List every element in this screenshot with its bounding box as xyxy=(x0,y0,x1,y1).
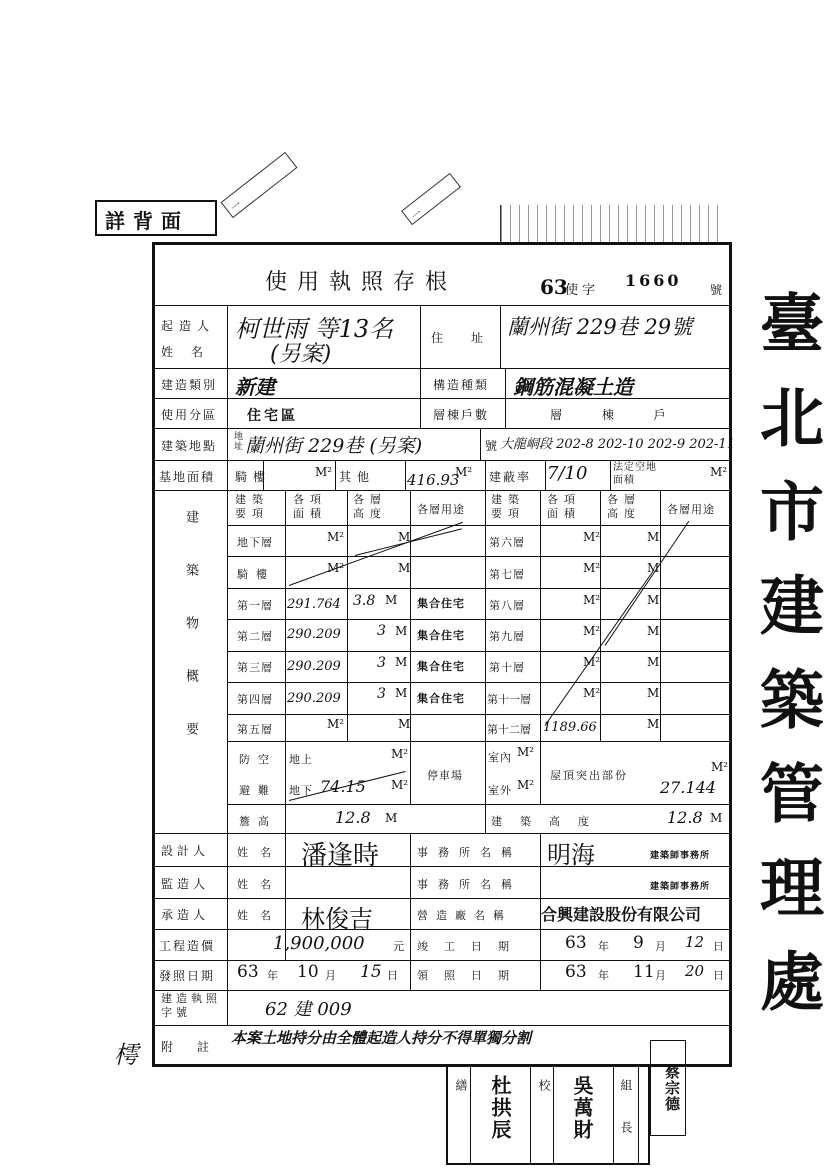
left-floor-area: 290.209 xyxy=(287,691,341,706)
below-value: 74.15 xyxy=(320,777,366,796)
left-floor-height-unit: M xyxy=(395,686,408,700)
sign-label-3: 組長 xyxy=(619,1079,633,1163)
left-floor-height-unit: M xyxy=(398,530,411,544)
right-floor-name: 第七層 xyxy=(489,568,525,581)
supervisor-stamp: 建築師事務所 xyxy=(650,882,711,892)
owner-label-1: 起造人 xyxy=(161,319,216,333)
parking-label: 停車場 xyxy=(427,769,463,782)
right-floor-height-unit: M xyxy=(647,561,660,575)
right-floor-name: 第八層 xyxy=(489,599,525,612)
sign-label-1: 繕 xyxy=(454,1079,468,1092)
form-number-suffix: 號 xyxy=(710,283,723,297)
left-floor-height: 3 xyxy=(377,686,386,702)
sign-seal-2: 吳萬財 xyxy=(570,1075,594,1141)
contractor-firm: 合興建設股份有限公司 xyxy=(541,905,702,924)
left-floor-height: 3 xyxy=(377,655,386,671)
outdoor-unit: M² xyxy=(517,778,535,792)
left-floor-area: 290.209 xyxy=(287,627,341,642)
left-floor-area-unit: M² xyxy=(327,561,345,575)
signature-block xyxy=(446,1067,650,1165)
left-floor-area-unit: M² xyxy=(327,717,345,731)
left-floor-name: 第四層 xyxy=(237,693,273,706)
left-margin-mark: 樗 xyxy=(114,1041,138,1069)
right-floor-height-unit: M xyxy=(647,686,660,700)
left-floor-area-unit: M² xyxy=(327,530,345,544)
back-side-stamp xyxy=(95,200,217,236)
roof-unit: M² xyxy=(711,760,729,774)
complete-year-unit: 年 xyxy=(598,940,610,953)
site-prefix: 地址 xyxy=(232,431,242,451)
contractor-name-label: 姓名 xyxy=(237,909,283,922)
eave-value: 12.8 xyxy=(335,808,371,827)
eave-label: 簷高 xyxy=(239,815,277,828)
eave-unit: M xyxy=(385,811,398,825)
right-floor-height-unit: M xyxy=(647,593,660,607)
right-floor-area-unit: M² xyxy=(583,530,601,544)
complete-day: 12 xyxy=(685,933,705,951)
col-height-left: 各層高度 xyxy=(353,493,387,520)
building-side-label: 建築物概要 xyxy=(183,510,198,775)
right-floor-height-unit: M xyxy=(647,717,660,731)
designer-office-label: 事務所名稱 xyxy=(417,846,522,859)
permit-form xyxy=(152,242,735,1067)
other-label: 其他 xyxy=(339,470,376,484)
right-floor-height-unit: M xyxy=(647,655,660,669)
cost-unit: 元 xyxy=(393,940,405,953)
indoor-label: 室內 xyxy=(488,751,512,764)
openspace-unit: M² xyxy=(710,465,728,479)
receive-year: 63 xyxy=(565,962,587,982)
left-floor-height: 3.8 xyxy=(353,593,376,609)
designer-name: 潘逢時 xyxy=(301,841,380,871)
left-floor-height: 3 xyxy=(377,623,386,639)
right-floor-height-unit: M xyxy=(647,624,660,638)
below-unit: M² xyxy=(391,778,409,792)
issue-month-unit: 月 xyxy=(325,969,337,982)
form-title: 使用執照存根 xyxy=(265,270,458,295)
floors-label: 層棟戶數 xyxy=(433,408,490,422)
contractor-label: 承造人 xyxy=(161,908,210,922)
category-label: 建造類別 xyxy=(161,378,218,392)
left-floor-area: 290.209 xyxy=(287,659,341,674)
zone-value: 住宅區 xyxy=(247,408,298,424)
designer-office: 明海 xyxy=(547,841,595,869)
left-floor-height-unit: M xyxy=(398,561,411,575)
issue-month: 10 xyxy=(297,962,319,982)
sign-label-2: 校 xyxy=(537,1079,551,1092)
col-area-right: 各項面積 xyxy=(547,493,581,520)
sign-seal-3: 蔡宗德 xyxy=(650,1040,686,1136)
col-item-right: 建築要項 xyxy=(491,493,525,520)
right-floor-area-unit: M² xyxy=(583,624,601,638)
right-floor-name: 第十二層 xyxy=(487,723,531,736)
openspace-label: 法定空地面積 xyxy=(613,462,657,486)
receive-month: 11 xyxy=(633,962,655,982)
complete-month-unit: 月 xyxy=(655,940,667,953)
address-label: 住址 xyxy=(431,331,512,345)
cost-value: 1,900,000 xyxy=(273,933,365,954)
supervisor-label: 監造人 xyxy=(161,877,210,891)
diagonal-stamp-1 xyxy=(221,152,298,218)
other-unit: M² xyxy=(455,465,473,479)
left-floor-area: 291.764 xyxy=(287,597,341,612)
left-floor-name: 第二層 xyxy=(237,630,273,643)
left-floor-name: 地下層 xyxy=(237,536,273,549)
designer-name-label: 姓名 xyxy=(237,846,283,859)
left-floor-height-unit: M xyxy=(395,624,408,638)
below-label: 地下 xyxy=(289,784,313,797)
roof-value: 27.144 xyxy=(660,778,716,797)
above-label: 地上 xyxy=(289,753,313,766)
outdoor-label: 室外 xyxy=(488,784,512,797)
diagonal-stamp-1-text: 一 xyxy=(229,199,245,215)
owner-value: 柯世雨 等13名 xyxy=(235,315,394,343)
top-right-seal xyxy=(500,205,726,243)
above-unit: M² xyxy=(391,747,409,761)
receive-label: 領照日期 xyxy=(417,969,525,982)
left-floor-height-unit: M xyxy=(395,655,408,669)
issue-year: 63 xyxy=(237,962,259,982)
owner-label-2: 姓名 xyxy=(161,345,222,359)
complete-month: 9 xyxy=(633,933,644,953)
form-number: 1660 xyxy=(625,271,682,290)
left-floor-height-unit: M xyxy=(385,593,398,607)
shelter-label-2: 避難 xyxy=(239,784,277,797)
shelter-label-1: 防空 xyxy=(239,753,277,766)
right-floor-name: 第九層 xyxy=(489,630,525,643)
right-floor-height-unit: M xyxy=(647,530,660,544)
left-floor-use: 集合住宅 xyxy=(417,692,465,705)
col-height-right: 各層高度 xyxy=(607,493,641,520)
complete-label: 竣工日期 xyxy=(417,940,525,953)
diagonal-stamp-2-text: 一 xyxy=(409,208,425,223)
complete-year: 63 xyxy=(565,933,587,953)
col-item-left: 建築要項 xyxy=(235,493,269,520)
left-floor-use: 集合住宅 xyxy=(417,629,465,642)
back-side-stamp-text: 詳背面 xyxy=(105,209,189,233)
right-floor-area: 1189.66 xyxy=(543,720,597,735)
contractor-firm-label: 營造廠名稱 xyxy=(417,909,512,922)
permit-label: 建造執照字號 xyxy=(161,992,221,1019)
roof-label: 屋頂突出部份 xyxy=(550,769,628,782)
site-lot: 大龍峒段 202-8 202-10 202-9 202-11 xyxy=(500,437,735,452)
right-floor-name: 第十層 xyxy=(489,661,525,674)
left-floor-use: 集合住宅 xyxy=(417,597,465,610)
issue-label: 發照日期 xyxy=(159,969,216,983)
col-use-left: 各層用途 xyxy=(417,503,465,516)
receive-day: 20 xyxy=(685,962,705,980)
bldg-height-unit: M xyxy=(710,811,723,825)
issue-day-unit: 日 xyxy=(387,969,399,982)
arcade-label: 騎樓 xyxy=(235,470,272,484)
left-floor-use: 集合住宅 xyxy=(417,660,465,673)
area-label: 基地面積 xyxy=(159,470,216,484)
receive-year-unit: 年 xyxy=(598,969,610,982)
structure-label: 構造種類 xyxy=(433,378,490,392)
right-floor-area-unit: M² xyxy=(583,561,601,575)
indoor-unit: M² xyxy=(517,745,535,759)
designer-stamp: 建築師事務所 xyxy=(650,851,711,861)
supervisor-name-label: 姓名 xyxy=(237,878,283,891)
sign-seal-1: 杜拱辰 xyxy=(488,1075,512,1141)
address-value: 蘭州街 229巷 29號 xyxy=(507,315,693,339)
floors-value: 層 棟 戶 xyxy=(550,408,684,422)
receive-month-unit: 月 xyxy=(655,969,667,982)
cost-label: 工程造價 xyxy=(159,939,216,953)
bldg-height-label: 建築高度 xyxy=(491,815,607,828)
site-value: 蘭州街 229巷 (另案) xyxy=(245,435,423,457)
form-number-char: 使字 xyxy=(565,283,600,298)
coverage-label: 建蔽率 xyxy=(489,470,532,484)
right-floor-name: 第六層 xyxy=(489,536,525,549)
col-use-right: 各層用途 xyxy=(667,503,715,516)
issue-year-unit: 年 xyxy=(267,969,279,982)
site-number-label: 號 xyxy=(485,439,504,453)
arcade-unit: M² xyxy=(315,465,333,479)
right-floor-name: 第十一層 xyxy=(487,693,531,706)
note-label: 附註 xyxy=(161,1040,234,1054)
structure-value: 鋼筋混凝土造 xyxy=(513,375,633,399)
left-floor-name: 第五層 xyxy=(237,723,273,736)
diagonal-stamp-2 xyxy=(401,173,461,225)
category-value: 新建 xyxy=(235,375,275,399)
left-floor-name: 第三層 xyxy=(237,661,273,674)
contractor-name: 林俊吉 xyxy=(301,905,373,933)
coverage-value: 7/10 xyxy=(547,463,588,484)
left-floor-name: 騎樓 xyxy=(237,568,275,581)
note-value: 本案土地持分由全體起造人持分不得單獨分割 xyxy=(231,1029,532,1047)
right-floor-area-unit: M² xyxy=(583,655,601,669)
owner-value-2: (另案) xyxy=(270,342,332,367)
zone-label: 使用分區 xyxy=(161,408,218,422)
designer-label: 設計人 xyxy=(161,844,210,858)
receive-day-unit: 日 xyxy=(713,969,725,982)
right-floor-area-unit: M² xyxy=(583,686,601,700)
permit-value: 62 建 009 xyxy=(265,999,352,1020)
right-floor-area-unit: M² xyxy=(583,593,601,607)
right-margin-text: 臺北市建築管理處 xyxy=(749,290,824,1042)
left-floor-height-unit: M xyxy=(398,717,411,731)
issue-day: 15 xyxy=(360,962,382,982)
form-number-prefix: 63 xyxy=(540,275,568,299)
left-floor-name: 第一層 xyxy=(237,599,273,612)
other-value: 416.93 xyxy=(407,471,460,489)
complete-day-unit: 日 xyxy=(713,940,725,953)
supervisor-office-label: 事務所名稱 xyxy=(417,878,522,891)
bldg-height-value: 12.8 xyxy=(667,808,703,827)
site-label: 建築地點 xyxy=(161,439,218,453)
col-area-left: 各項面積 xyxy=(293,493,327,520)
